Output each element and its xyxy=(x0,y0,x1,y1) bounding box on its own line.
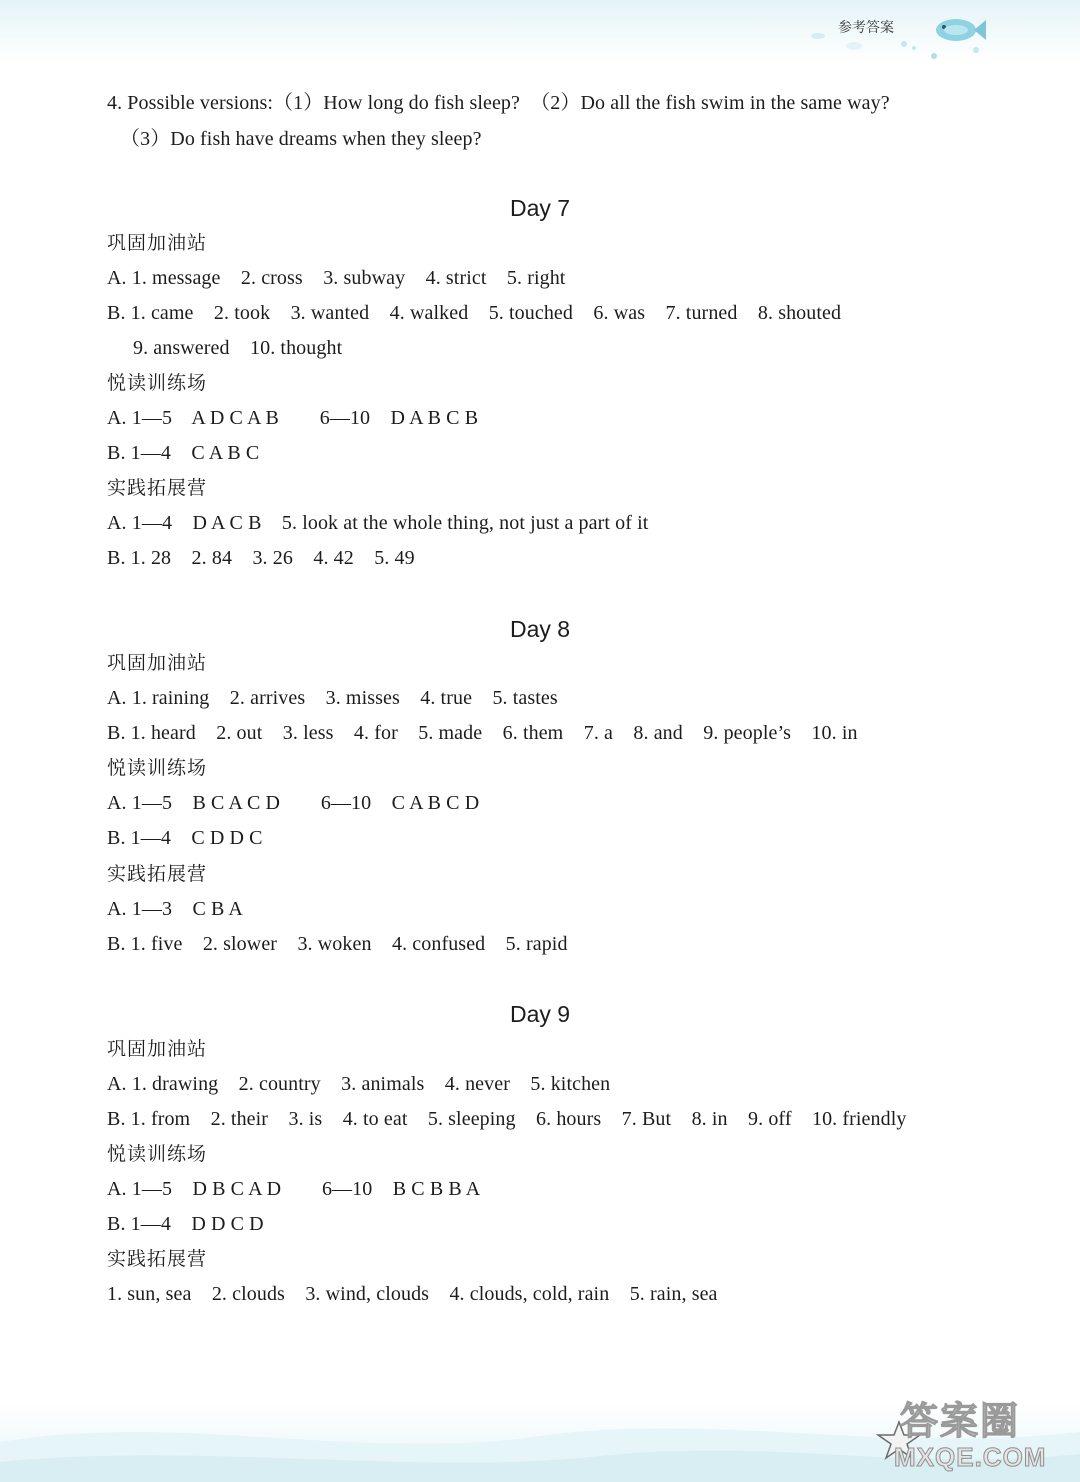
answer-line: B. 1. 28 2. 84 3. 26 4. 42 5. 49 xyxy=(107,547,415,569)
section-heading: 巩固加油站 xyxy=(107,1038,208,1060)
section-heading: 实践拓展营 xyxy=(107,477,208,499)
section-heading: 实践拓展营 xyxy=(107,1248,208,1270)
bubbles-decoration xyxy=(806,30,986,64)
watermark-bottom: MXQE.COM xyxy=(894,1442,1047,1472)
section-heading: 巩固加油站 xyxy=(107,232,208,254)
answer-line: A. 1—3 C B A xyxy=(107,898,243,920)
watermark-top: 答案圈 xyxy=(900,1399,1021,1443)
answer-line: B. 1. five 2. slower 3. woken 4. confused 5. rapid xyxy=(107,933,568,955)
answer-line: A. 1—5 B C A C D 6—10 C A B C D xyxy=(107,792,480,814)
answer-line: B. 1—4 C D D C xyxy=(107,827,263,849)
answer-line: B. 1. heard 2. out 3. less 4. for 5. made 6. them 7. a 8. and 9. people’s 10. in xyxy=(107,722,858,744)
answer-line: B. 1—4 C A B C xyxy=(107,442,260,464)
day-title: Day 9 xyxy=(509,1001,571,1027)
section-heading: 悦读训练场 xyxy=(107,1143,208,1165)
answer-line: B. 1. from 2. their 3. is 4. to eat 5. sleeping 6. hours 7. But 8. in 9. off 10. friendly xyxy=(107,1108,907,1130)
answer-line: A. 1—4 D A C B 5. look at the whole thing, not just a part of it xyxy=(107,512,649,534)
intro-line-2: （3）Do fish have dreams when they sleep? xyxy=(120,128,482,150)
section-heading: 实践拓展营 xyxy=(107,863,208,885)
answer-line: 9. answered 10. thought xyxy=(133,337,343,359)
header-label: 参考答案 xyxy=(838,20,894,36)
answer-line: B. 1—4 D D C D xyxy=(107,1213,264,1235)
section-heading: 悦读训练场 xyxy=(107,372,208,394)
intro-line-1: 4. Possible versions:（1）How long do fish sleep? （2）Do all the fish swim in the same way? xyxy=(107,92,890,114)
answer-line: A. 1. drawing 2. country 3. animals 4. never 5. kitchen xyxy=(107,1073,611,1095)
answer-line: A. 1—5 A D C A B 6—10 D A B C B xyxy=(107,407,479,429)
section-heading: 巩固加油站 xyxy=(107,652,208,674)
answer-line: A. 1. message 2. cross 3. subway 4. strict 5. right xyxy=(107,267,566,289)
section-heading: 悦读训练场 xyxy=(107,757,208,779)
answer-line: B. 1. came 2. took 3. wanted 4. walked 5. touched 6. was 7. turned 8. shouted xyxy=(107,302,842,324)
answer-line: 1. sun, sea 2. clouds 3. wind, clouds 4. clouds, cold, rain 5. rain, sea xyxy=(107,1283,718,1305)
watermark xyxy=(892,1390,1077,1478)
day-title: Day 8 xyxy=(509,616,571,642)
day-title: Day 7 xyxy=(509,195,571,221)
answer-line: A. 1—5 D B C A D 6—10 B C B B A xyxy=(107,1178,481,1200)
answer-line: A. 1. raining 2. arrives 3. misses 4. true 5. tastes xyxy=(107,687,558,709)
